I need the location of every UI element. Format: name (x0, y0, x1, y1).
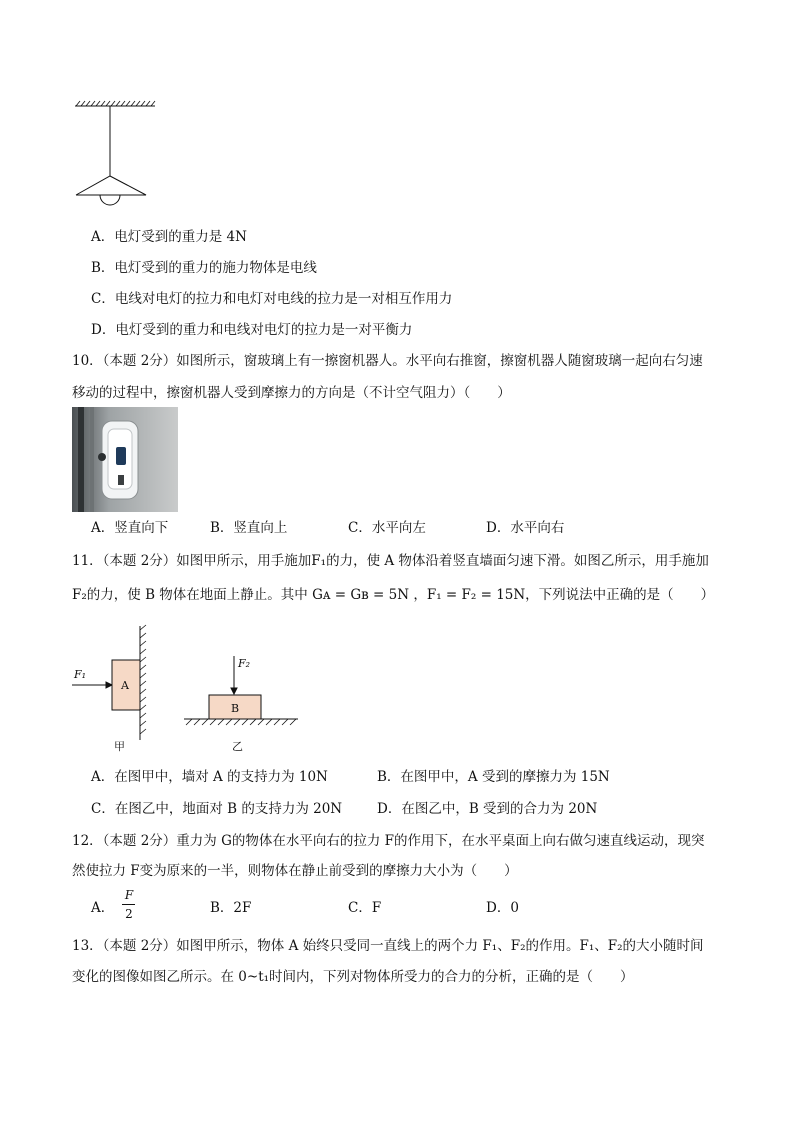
lamp-figure (70, 96, 160, 214)
q10-option-c: C．水平向左 (348, 520, 426, 536)
caption-yi: 乙 (232, 740, 243, 753)
q9-option-d: D．电灯受到的重力和电线对电灯的拉力是一对平衡力 (91, 322, 413, 338)
q11-option-c: C．在图乙中，地面对 B 的支持力为 20N (91, 801, 343, 817)
q11-stem-line2: F₂的力，使 B 物体在地面上静止。其中 Gᴀ = Gʙ = 5N ，F₁ = F₂ = 15N，下列说法中正确的是（ ） (72, 587, 715, 603)
window-robot-photo (72, 407, 178, 512)
q12-option-a-label: A． (91, 900, 115, 916)
q9-option-b: B．电灯受到的重力的施力物体是电线 (91, 260, 317, 276)
q10-option-a: A．竖直向下 (91, 520, 169, 536)
f2-label: F₂ (238, 657, 251, 670)
q10-stem-line1: 10．（本题 2分）如图所示，窗玻璃上有一擦窗机器人。水平向右推窗，擦窗机器人随窗玻璃一起向右匀速 (72, 353, 703, 369)
q12-option-b: B．2F (210, 900, 252, 916)
q11-option-b: B．在图甲中，A 受到的摩擦力为 15N (377, 769, 610, 785)
q12-stem-line2: 然使拉力 F变为原来的一半，则物体在静止前受到的摩擦力大小为（ ） (72, 863, 518, 879)
q11-stem-line1: 11．（本题 2分）如图甲所示，用手施加F₁的力，使 A 物体沿着竖直墙面匀速下滑。如图乙所示，用手施加 (72, 553, 709, 569)
block-a-label: A (121, 679, 129, 692)
q12-option-a-fraction-bar (122, 904, 135, 905)
q10-stem-line2: 移动的过程中，擦窗机器人受到摩擦力的方向是（不计空气阻力）（ ） (72, 385, 511, 401)
q13-stem-line2: 变化的图像如图乙所示。在 0~t₁时间内，下列对物体所受力的合力的分析，正确的是（ ） (72, 969, 634, 985)
block-b-label: B (231, 702, 240, 715)
q11-option-a: A．在图甲中，墙对 A 的支持力为 10N (91, 769, 328, 785)
q9-option-a: A．电灯受到的重力是 4N (91, 229, 247, 245)
q12-option-c: C．F (348, 900, 382, 916)
q10-option-b: B．竖直向上 (210, 520, 288, 536)
q11-figure (68, 622, 308, 757)
q10-option-d: D．水平向右 (486, 520, 565, 536)
q12-option-d: D．0 (486, 900, 519, 916)
q12-option-a-numerator: F (124, 888, 134, 902)
caption-jia: 甲 (114, 740, 125, 753)
q12-stem-line1: 12．（本题 2分）重力为 G的物体在水平向右的拉力 F的作用下，在水平桌面上向右做匀速直线运动，现突 (72, 833, 705, 849)
q12-option-a-denominator: 2 (125, 907, 133, 921)
q13-stem-line1: 13．（本题 2分）如图甲所示，物体 A 始终只受同一直线上的两个力 F₁、F₂的作用。F₁、F₂的大小随时间 (72, 938, 704, 954)
q9-option-c: C．电线对电灯的拉力和电灯对电线的拉力是一对相互作用力 (91, 291, 453, 307)
f1-label: F₁ (74, 668, 87, 681)
q11-option-d: D．在图乙中，B 受到的合力为 20N (377, 801, 598, 817)
